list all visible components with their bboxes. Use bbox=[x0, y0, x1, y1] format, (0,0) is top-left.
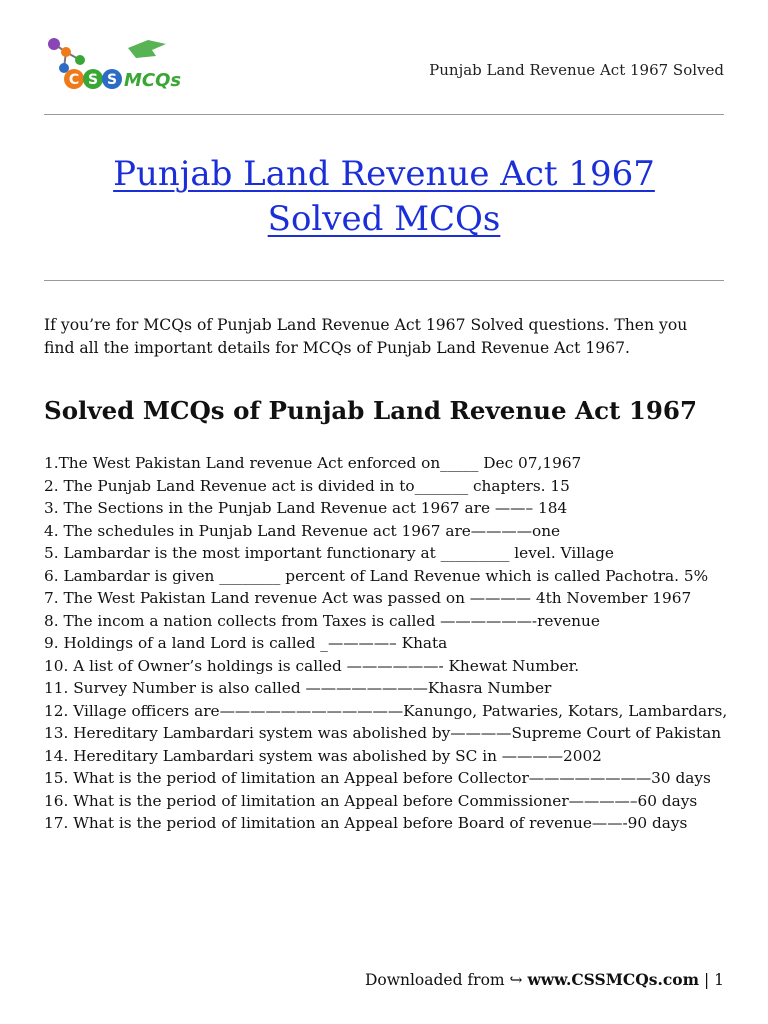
mcq-item: 1.The West Pakistan Land revenue Act enforced on_____ Dec 07,1967 bbox=[44, 454, 582, 472]
footer-page-number: 1 bbox=[714, 971, 724, 989]
mcq-item: 17. What is the period of limitation an Appeal before Board of revenue——-90 days bbox=[44, 814, 688, 832]
mcq-item: 12. Village officers are————————————Kanungo, Patwaries, Kotars, Lambardars, bbox=[44, 701, 728, 720]
mcq-item: 11. Survey Number is also called ————————Khasra Number bbox=[44, 679, 552, 697]
mcq-item: 9. Holdings of a land Lord is called _————– Khata bbox=[44, 634, 448, 652]
mcq-item: 8. The incom a nation collects from Taxes is called ——————-revenue bbox=[44, 611, 600, 630]
header-document-title: Punjab Land Revenue Act 1967 Solved bbox=[429, 61, 724, 79]
svg-text:S: S bbox=[106, 72, 118, 88]
footer-site-link[interactable]: www.CSSMCQs.com bbox=[527, 970, 700, 989]
svg-text:C: C bbox=[68, 72, 80, 88]
intro-line: If you’re for MCQs of Punjab Land Revenue Act 1967 Solved questions. Then you bbox=[44, 316, 688, 334]
intro-line: find all the important details for MCQs of Punjab Land Revenue Act 1967. bbox=[44, 338, 630, 357]
section-heading: Solved MCQs of Punjab Land Revenue Act 1967 bbox=[44, 396, 698, 425]
mcq-list bbox=[44, 452, 728, 835]
page-header bbox=[44, 34, 724, 98]
mcq-item: 10. A list of Owner’s holdings is called ——————- Khewat Number. bbox=[44, 656, 580, 675]
page-footer bbox=[365, 970, 724, 989]
footer-prefix: Downloaded from ↪ bbox=[364, 971, 523, 989]
mcq-item: 14. Hereditary Lambardari system was abolished by SC in ————2002 bbox=[44, 746, 602, 765]
svg-text:S: S bbox=[87, 72, 99, 88]
title-divider bbox=[44, 280, 724, 281]
mcq-item: 7. The West Pakistan Land revenue Act was passed on ———— 4th November 1967 bbox=[44, 589, 692, 607]
footer-separator: | bbox=[703, 971, 710, 989]
mcq-item: 3. The Sections in the Punjab Land Revenue act 1967 are ——– 184 bbox=[44, 499, 568, 517]
mcq-item: 4. The schedules in Punjab Land Revenue act 1967 are————one bbox=[44, 521, 561, 540]
page-title-line-1[interactable]: Punjab Land Revenue Act 1967 bbox=[113, 154, 655, 194]
intro-paragraph bbox=[44, 314, 728, 359]
mcq-item: 2. The Punjab Land Revenue act is divided in to_______ chapters. 15 bbox=[44, 476, 570, 495]
cssmcqs-logo bbox=[44, 34, 182, 96]
page-title-link[interactable] bbox=[60, 152, 708, 242]
svg-text:MCQs: MCQs bbox=[124, 70, 182, 91]
mcq-item: 15. What is the period of limitation an Appeal before Collector————————30 days bbox=[44, 769, 711, 787]
page-title-line-2[interactable]: Solved MCQs bbox=[267, 199, 501, 239]
header-divider bbox=[44, 114, 724, 115]
mcq-item: 5. Lambardar is the most important functionary at _________ level. Village bbox=[44, 544, 614, 562]
mcq-item: 6. Lambardar is given ________ percent of Land Revenue which is called Pachotra. 5% bbox=[44, 566, 709, 585]
mcq-item: 16. What is the period of limitation an Appeal before Commissioner————–60 days bbox=[44, 791, 698, 810]
mcq-item: 13. Hereditary Lambardari system was abolished by————Supreme Court of Pakistan bbox=[44, 724, 722, 742]
